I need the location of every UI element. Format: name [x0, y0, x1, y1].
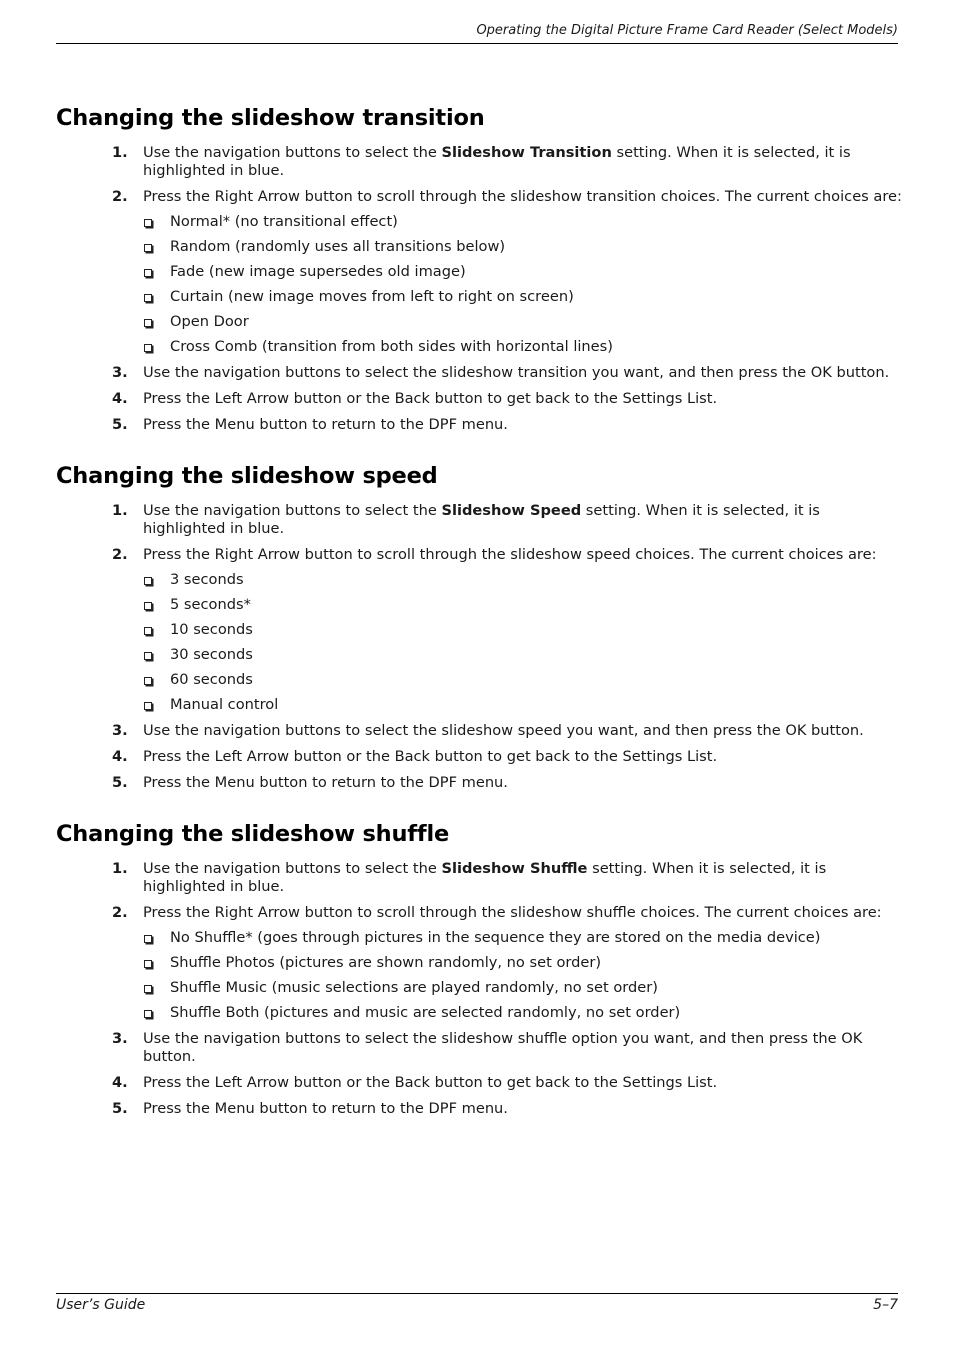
- step-item: [56, 546, 906, 564]
- step-text: Press the Left Arrow button or the Back button to get back to the Settings List.: [143, 1074, 718, 1091]
- step-item: [56, 722, 906, 740]
- checkbox-bullet-icon: [144, 1010, 152, 1018]
- setting-name: Slideshow Shuffle: [441, 860, 588, 877]
- list-item: 30 seconds: [56, 646, 906, 664]
- steps-list: [56, 144, 906, 206]
- footer-doc-title: User’s Guide: [56, 1297, 146, 1313]
- step-item: [56, 748, 906, 766]
- setting-name: Slideshow Transition: [441, 144, 612, 161]
- checkbox-bullet-icon: [144, 577, 152, 585]
- step-text: Press the Left Arrow button or the Back button to get back to the Settings List.: [143, 748, 718, 765]
- step-number: 2.: [112, 188, 128, 205]
- step-number: 3.: [112, 364, 128, 381]
- choices-list: [56, 571, 906, 714]
- list-item: Curtain (new image moves from left to right on screen): [56, 288, 906, 306]
- step-text: Use the navigation buttons to select the slideshow speed you want, and then press the OK button.: [143, 722, 864, 739]
- list-item: Shuffle Music (music selections are played randomly, no set order): [56, 979, 906, 997]
- steps-list: [56, 860, 906, 922]
- setting-name: Slideshow Speed: [441, 502, 582, 519]
- checkbox-bullet-icon: [144, 652, 152, 660]
- checkbox-bullet-icon: [144, 269, 152, 277]
- step-item: [56, 390, 906, 408]
- list-item: Random (randomly uses all transitions below): [56, 238, 906, 256]
- page-number: 5–7: [873, 1297, 898, 1313]
- step-number: 5.: [112, 774, 128, 791]
- step-number: 3.: [112, 1030, 128, 1047]
- step-text: Use the navigation buttons to select the slideshow shuffle option you want, and then press the OK button.: [143, 1030, 863, 1065]
- list-item: Open Door: [56, 313, 906, 331]
- list-item: Cross Comb (transition from both sides with horizontal lines): [56, 338, 906, 356]
- list-item: 10 seconds: [56, 621, 906, 639]
- section-slideshow-transition: [56, 102, 906, 434]
- step-item: [56, 416, 906, 434]
- step-item: [56, 1100, 906, 1118]
- list-item: Manual control: [56, 696, 906, 714]
- step-text: Use the navigation buttons to select the Slideshow Transition setting. When it is selected, it is highlighted in blue.: [143, 144, 851, 179]
- step-text: Press the Left Arrow button or the Back button to get back to the Settings List.: [143, 390, 718, 407]
- list-item: 60 seconds: [56, 671, 906, 689]
- list-item: Shuffle Photos (pictures are shown randomly, no set order): [56, 954, 906, 972]
- step-number: 2.: [112, 904, 128, 921]
- step-text: Press the Menu button to return to the DPF menu.: [143, 774, 508, 791]
- step-item: [56, 364, 906, 382]
- steps-list: [56, 1030, 906, 1118]
- step-text: Press the Right Arrow button to scroll through the slideshow transition choices. The current choices are:: [143, 188, 902, 205]
- step-number: 4.: [112, 1074, 128, 1091]
- steps-list: [56, 722, 906, 792]
- list-item: Shuffle Both (pictures and music are selected randomly, no set order): [56, 1004, 906, 1022]
- step-item: [56, 1074, 906, 1092]
- list-item: No Shuffle* (goes through pictures in the sequence they are stored on the media device): [56, 929, 906, 947]
- page-content: [56, 102, 906, 1118]
- list-item: Normal* (no transitional effect): [56, 213, 906, 231]
- steps-list: [56, 364, 906, 434]
- step-number: 5.: [112, 416, 128, 433]
- step-text: Use the navigation buttons to select the Slideshow Shuffle setting. When it is selected, it is highlighted in blue.: [143, 860, 827, 895]
- step-text: Press the Right Arrow button to scroll through the slideshow speed choices. The current choices are:: [143, 546, 877, 563]
- header-title: Operating the Digital Picture Frame Card Reader (Select Models): [476, 23, 898, 38]
- choices-list: [56, 929, 906, 1022]
- section-slideshow-speed: [56, 460, 906, 792]
- checkbox-bullet-icon: [144, 985, 152, 993]
- step-text: Use the navigation buttons to select the Slideshow Speed setting. When it is selected, it is highlighted in blue.: [143, 502, 820, 537]
- checkbox-bullet-icon: [144, 702, 152, 710]
- step-number: 5.: [112, 1100, 128, 1117]
- list-item: Fade (new image supersedes old image): [56, 263, 906, 281]
- page-footer: [56, 1293, 898, 1314]
- checkbox-bullet-icon: [144, 677, 152, 685]
- step-number: 1.: [112, 860, 128, 877]
- list-item: 3 seconds: [56, 571, 906, 589]
- step-text: Press the Menu button to return to the DPF menu.: [143, 416, 508, 433]
- step-item: [56, 904, 906, 922]
- step-item: [56, 860, 906, 896]
- step-item: [56, 774, 906, 792]
- checkbox-bullet-icon: [144, 935, 152, 943]
- steps-list: [56, 502, 906, 564]
- checkbox-bullet-icon: [144, 602, 152, 610]
- section-heading: Changing the slideshow transition: [56, 105, 485, 131]
- page-header: [56, 22, 898, 44]
- step-item: [56, 1030, 906, 1066]
- step-text: Press the Right Arrow button to scroll through the slideshow shuffle choices. The current choices are:: [143, 904, 882, 921]
- section-heading: Changing the slideshow speed: [56, 463, 438, 489]
- step-number: 4.: [112, 390, 128, 407]
- step-number: 2.: [112, 546, 128, 563]
- step-number: 1.: [112, 144, 128, 161]
- section-slideshow-shuffle: [56, 818, 906, 1118]
- step-item: [56, 502, 906, 538]
- step-number: 1.: [112, 502, 128, 519]
- checkbox-bullet-icon: [144, 627, 152, 635]
- choices-list: [56, 213, 906, 356]
- checkbox-bullet-icon: [144, 244, 152, 252]
- checkbox-bullet-icon: [144, 344, 152, 352]
- checkbox-bullet-icon: [144, 319, 152, 327]
- checkbox-bullet-icon: [144, 960, 152, 968]
- step-item: [56, 188, 906, 206]
- step-number: 4.: [112, 748, 128, 765]
- step-number: 3.: [112, 722, 128, 739]
- section-heading: Changing the slideshow shuffle: [56, 821, 450, 847]
- checkbox-bullet-icon: [144, 294, 152, 302]
- list-item: 5 seconds*: [56, 596, 906, 614]
- step-text: Press the Menu button to return to the DPF menu.: [143, 1100, 508, 1117]
- checkbox-bullet-icon: [144, 219, 152, 227]
- step-item: [56, 144, 906, 180]
- step-text: Use the navigation buttons to select the slideshow transition you want, and then press the OK button.: [143, 364, 890, 381]
